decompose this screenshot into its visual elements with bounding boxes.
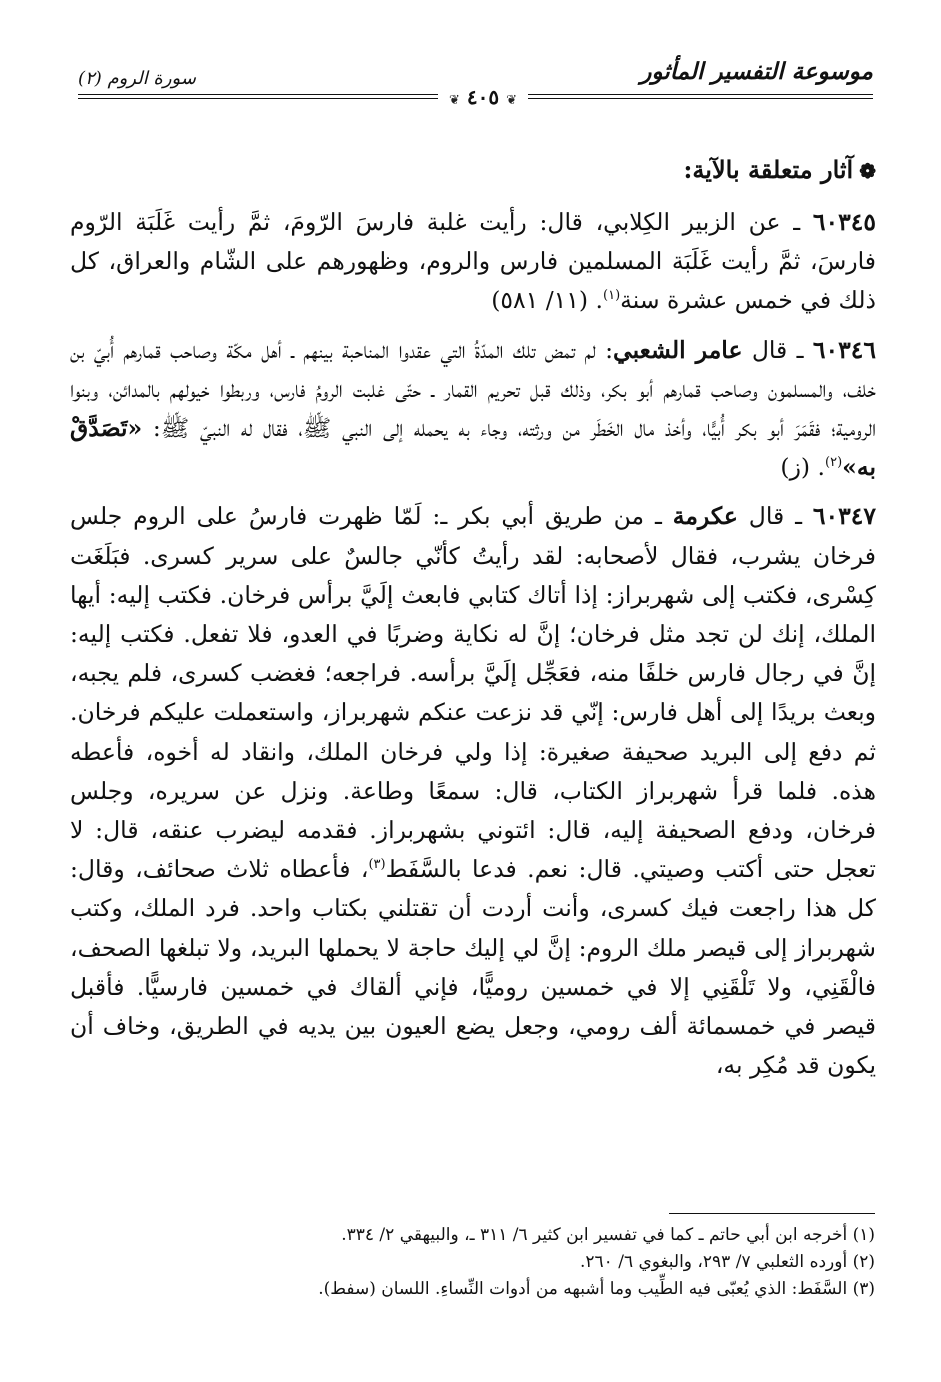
entry-number: ٦٠٣٤٦: [812, 335, 876, 364]
footnote-ref: (٢): [825, 455, 843, 471]
footnote-separator: [669, 1213, 875, 1214]
athar-entry: [70, 331, 876, 488]
entry-line: بشهربراز. فقدمه ليضرب عنقه، قال: لا تعجل حتى أكتب وصيتي. قال: نعم.: [70, 816, 876, 884]
footnote-ref: (١): [603, 288, 621, 304]
narrator-name: عامر الشعبي: [613, 335, 743, 364]
entry-line: كسرى، فلم يجبه، وبعث بريدًا إلى أهل فارس: إنّي قد نزعت عنكم شهربراز،: [70, 659, 876, 727]
entry-line: وأنت أردت أن تقتلني بكتاب واحد. فرد الملك، وكتب شهربراز إلى قيصر ملك: [70, 894, 876, 962]
entry-tail: . (ز): [780, 453, 826, 482]
entry-line: إلا في خمسين روميًّا، فإني ألقاك في خمسين فارسيًّا. فأقبل قيصر في خمسمائة: [70, 972, 876, 1041]
ornament-icon: ❦: [449, 93, 460, 108]
entry-line: واستعملت عليكم فرخان. ثم دفع إلى البريد صحيفة صغيرة: إذا ولي فرخان: [70, 698, 876, 766]
entry-tail: . (١١/ ٥٨١): [491, 286, 603, 315]
entry-intro: ـ قال: [737, 502, 813, 531]
entry-line: فارسَ، ثمَّ رأيت غَلَبَة المسلمين فارس والروم، وظهورهم على الشّام والعراق، كل: [70, 247, 876, 276]
footnote: (٢) أورده الثعلبي ٧/ ٢٩٣، والبغوي ٦/ ٢٦٠.: [579, 1252, 875, 1272]
athar-entry: [70, 497, 876, 1085]
entry-line: الروم: إنَّ لي إليك حاجة لا يحملها البريد، ولا تبلغها الصحف، فالْقَنِي، ولا تَلْقَنِي: [70, 933, 876, 1001]
page-number-text: ٤٠٥: [466, 85, 500, 109]
entry-line: أيها الملك، إنك لن تجد مثل فرخان؛ إنَّ له نكاية وضربًا في العدو، فلا تفعل.: [70, 580, 876, 649]
star-ornament-icon: ❁: [859, 159, 876, 183]
entry-number: ٦٠٣٤٧: [812, 502, 876, 531]
entry-line: قبل تحريم القمار ـ حتّى غلبت الرومُ فارس، وربطوا خيولهم بالمدائن، وبنوا: [70, 374, 551, 403]
entry-line: النبي ﷺ، فقال له النبيّ ﷺ:: [142, 414, 373, 443]
footnote: (١) أخرجه ابن أبي حاتم ـ كما في تفسير ابن كثير ٦/ ٣١١ ـ، والبيهقي ٢/ ٣٣٤.: [341, 1225, 875, 1245]
entry-line: ذلك في خمس عشرة سنة: [620, 286, 876, 315]
entry-line: الرومية؛ فقَمَرَ أبو بكر أُبيًّا، وأخذ مال الخَطَر من ورثته، وجاء به يحمله إلى: [382, 414, 877, 443]
entry-number: ٦٠٣٤٥: [812, 208, 876, 236]
entry-line: الملك، وانقاد له أخوه، فأعطه هذه. فلما قرأ شهربراز الكتاب، قال: سمعًا: [70, 737, 876, 805]
footnote-ref: (٣): [368, 857, 386, 873]
narrator-name: عكرمة: [672, 502, 738, 531]
footnote: (٣) السَّفَط: الذي يُعبّى فيه الطِّيب وما أشبهه من أدوات النِّساءِ. اللسان (سفط).: [318, 1279, 875, 1299]
entry-line: كِسْرى، فكتب إلى شهربراز: إذا أتاك كتابي فابعث إلَيَّ برأس فرخان. فكتب إليه:: [108, 580, 876, 609]
entry-line: ، فأعطاه ثلاث صحائف، وقال: كل هذا راجعت فيك كسرى،: [70, 855, 876, 923]
footnotes: [69, 1222, 875, 1303]
book-title: موسوعة التفسير المأثور: [640, 58, 873, 85]
page-header: [78, 58, 873, 118]
entry-line: ـ من طريق أبي بكر ـ: لَمّا ظهرت فارسُ على الروم جلس: [70, 502, 673, 531]
entry-line: وطاعة. ونزل عن سريره، وجلس فرخان، ودفع الصحيفة إليه، قال: ائتوني: [70, 776, 876, 845]
main-content: [70, 146, 876, 1095]
prophet-quote: «تَصَدَّقْ به»: [70, 414, 876, 482]
entry-intro: ـ قال: [742, 335, 813, 364]
section-heading-text: آثار متعلقة بالآية:: [683, 155, 854, 184]
entry-line: : لم تمض تلك المدّةُ التي عقدوا المناحبة بينهم ـ أهل: [261, 335, 613, 364]
athar-entry: [70, 203, 876, 321]
page-number: [438, 84, 528, 110]
entry-line: مكّة وصاحب قمارهم أُبيّ بن خلف، والمسلمون وصاحب قمارهم أبو بكر، وذلك: [70, 335, 876, 403]
entry-line: فدعا بالسَّفَط: [385, 855, 517, 884]
entry-line: ألف رومي، وجعل يضع العيون بين يديه في الطريق، وخاف أن يكون قد مُكِر به،: [70, 1012, 876, 1080]
ornament-icon: ❦: [506, 93, 517, 108]
entry-line: فكتب إليه: إنَّ في رجال فارس خلفًا منه، فعَجِّل إلَيَّ برأسه. فراجعه؛ فغضب: [70, 620, 876, 688]
entry-line: فرخان يشرب، فقال لأصحابه: لقد رأيتُ كأنّي جالسٌ على سرير كسرى. فبَلَغَت: [70, 541, 876, 570]
entry-line: ـ عن الزبير الكِلابي، قال: رأيت غلبة فارسَ الرّومَ، ثمَّ رأيت غَلَبَة الرّوم: [70, 208, 813, 236]
surah-title: سورة الروم (٢): [78, 68, 196, 89]
section-heading: [70, 146, 876, 195]
